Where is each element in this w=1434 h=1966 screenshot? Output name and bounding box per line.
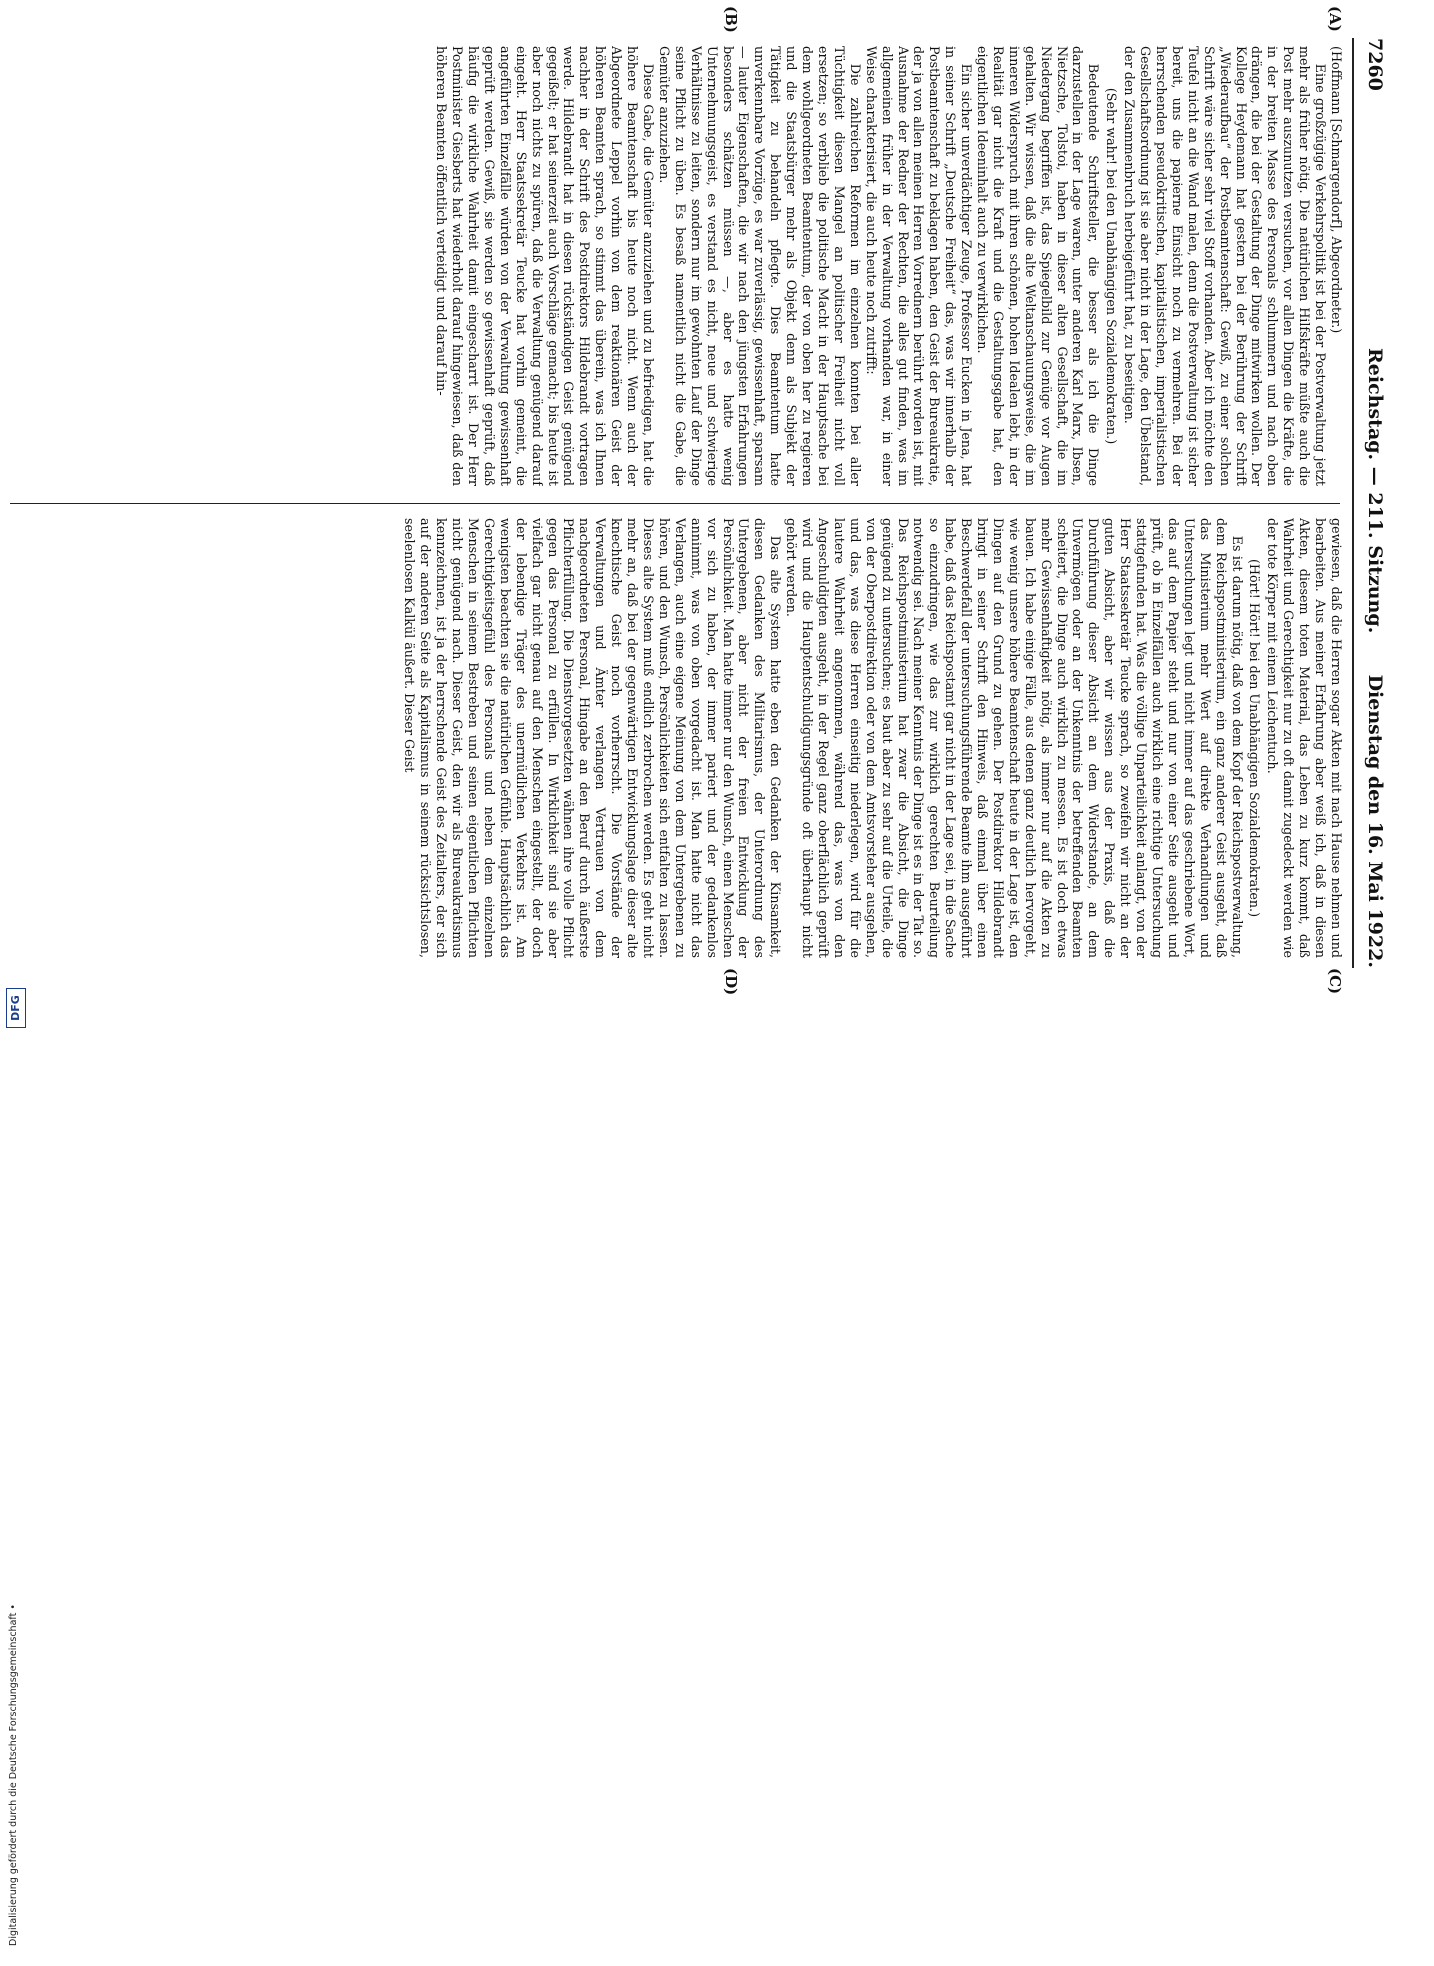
session-title: Reichstag. — 211. Sitzung.: [1364, 348, 1386, 634]
paragraph: Die zahlreichen Reformen im einzelnen konnten bei aller Tüchtigkeit diesen Mangel an politischer Freiheit nicht voll ersetzen; so verblieb die politische Macht in der Hauptsache bei dem wohlgeordneten Beamtentum, der von oben her zu regieren und die Staatsbürger mehr als Objekt denn als Subjekt der Tätigkeit zu behandeln pflegte. Dies Beamtentum hatte unverkennbare Vorzüge, es war zuverlässig, gewissenhaft, sparsam — lauter Eigenschaften, die wir nach den jüngsten Erfahrungen besonders schätzen müssen —, aber es hatte wenig Unternehmungsgeist, es verstand es nicht, neue und schwierige Verhältnisse zu leiten, sondern nur im gewohnten Lauf der Dinge seine Pflicht zu üben. Es besaß namentlich nicht die Gabe, die Gemüter anzuziehen.: [656, 46, 863, 486]
margin-mark-b: (B): [722, 6, 740, 33]
right-text-column: [8, 518, 1344, 958]
paragraph: Bedeutende Schriftsteller, die besser als ich die Dinge darzustellen in der Lage waren, unter anderen Karl Marx, Ibsen, Nietzsche, Tolstoi, haben in dieser alten Gesellschaft, die im Niedergang begriffen ist, das Spiegelbild zur Genüge vor Augen gehalten. Wir wissen, daß die alte Weltanschauungsweise, die im inneren Widerspruch mit ihren schönen, hohen Idealen lebt, in der Realität gar nicht die Kraft und die Gestaltungsgabe hat, den eigentlichen Ideeninhalt auch zu verwirklichen.: [975, 46, 1102, 486]
left-text-column: [8, 46, 1344, 486]
paragraph: (Sehr wahr! bei den Unabhängigen Sozialdemokraten.): [1104, 87, 1120, 445]
column-separator: [10, 503, 1340, 504]
page-number: 7260: [1364, 38, 1386, 91]
page-header: [1354, 38, 1394, 968]
paragraph: Diese Gabe, die Gemüter anzuziehen und zu befriedigen, hat die höhere Beamtenschaft bis heute noch nicht. Wenn auch der Abgeordnete Leppel vorhin von dem reaktionären Geist der höheren Beamten sprach, so stimmt das überein, was ich Ihnen nachher in der Schrift des Postdirektors Hildebrandt vortragen werde. Hildebrandt hat in diesen rückständigen Geist genügend gegeißelt; er hat seinerzeit auch Vorschläge gemacht; bis heute ist aber noch nichts zu spüren, daß die Verwaltung genügend darauf eingeht. Herr Staatssekretär Teucke hat vorhin gemeint, die angeführten Einzelfälle würden von der Verwaltung gewissenhaft geprüft werden. Gewiß, sie werden so gewissenhaft geprüft, daß häufig die wirkliche Wahrheit damit eingescharrt ist. Der Herr Postminister Giesberts hat wiederholt darauf hingewiesen, daß den höheren Beamten öffentlich verteidigt und darauf hin-: [434, 46, 657, 486]
footer-strip: [0, 966, 34, 1966]
footer-text: Digitalisierung gefördert durch die Deutsche Forschungsgemeinschaft •: [8, 1604, 19, 1946]
rotated-page: [0, 0, 1400, 1000]
margin-mark-d: (D): [722, 968, 740, 996]
paragraph: gewiesen, daß die Herren sogar Akten mit nach Hause nehmen und bearbeiten. Aus meiner Erfahrung aber weiß ich, daß in diesen Akten, diesem toten Material, das Leben zu kurz kommt, daß Wahrheit und Gerechtigkeit nur zu oft damit zugedeckt werden wie der tote Körper mit einem Leichentuch.: [1265, 518, 1344, 958]
paragraph: Eine großzügige Verkehrspolitik ist bei der Postverwaltung jetzt mehr als früher nötig. Die natürlichen Hilfskräfte müßte auch die Post mehr auszunutzen versuchen, vor allen Dingen die Kräfte, die in der breiten Masse des Personals schlummern und nach oben drängen, die bei der Gestaltung der Dinge mitwirken wollen. Der Kollege Heydemann hat gestern bei der Berührung der Schrift „Wiederaufbau“ der Postbeamtenschaft: Gewiß, zu einer solchen Schrift wäre sicher sehr viel Stoff vorhanden. Aber ich möchte den Teufel nicht an die Wand malen, denn die Postverwaltung ist sicher bereit, uns die papierne Einsicht noch zu vermehren. Bei der herrschenden pseudokritischen, kapitalistischen, imperialistischen Gesellschaftsordnung ist sie aber nicht in der Lage, den Übelstand, der den Zusammenbruch herbeigeführt hat, zu beseitigen.: [1122, 46, 1329, 486]
header-rule: [1352, 38, 1354, 968]
margin-mark-a: (A): [1326, 6, 1344, 32]
margin-mark-c: (C): [1326, 968, 1344, 995]
paragraph: Das alte System hatte eben den Gedanken der Kinsamkeit, diesen Gedanken des Militarismus, der Unterordnung des Untergebenen, aber nicht der freien Entwicklung der Persönlichkeit. Man hatte immer nur den Wunsch, einen Menschen vor sich zu haben, der immer pariert und der gedankenlos annimmt, was von oben vorgedacht ist. Man hatte nicht das Verlangen, auch eine eigene Meinung von dem Untergebenen zu hören, und den Wunsch, Persönlichkeiten sich entfalten zu lassen. Dieses alte System muß endlich zerbrochen werden. Es geht nicht mehr an, daß bei der gegenwärtigen Entwicklungslage dieser alte knechtische Geist noch vorherrscht. Die Vorstände der Verwaltungen und Ämter verlangen Vertrauen von dem nachgeordneten Personal, Hingabe an den Beruf durch äußerste Pflichterfüllung. Die Dienstvorgesetzten wähnen ihre volle Pflicht gegen das Personal zu erfüllen. In Wirklichkeit sind sie aber vielfach gar nicht genau auf den Menschen eingestellt, der doch der lebendige Träger des unermüdlichen Verkehrs ist. Am wenigsten beachten sie die natürlichen Gefühle. Hauptsächlich das Gerechtigkeitsgefühl des Personals und neben dem einzelnen Menschen in seinem Bestreben und seinen eigentlichen Pflichten nicht genügend nach. Dieser Geist, den wir als Bureaukratismus kennzeichnen, ist ja der herrschende Geist des Zeitalters, der sich auf der anderen Seite als Kapitalismus in seinem rücksichtslosen, seelenlosen Kalkül äußert. Dieser Geist: [402, 518, 784, 958]
dfg-logo: DFG: [6, 988, 26, 1028]
paragraph: Ein sicher unverdächtiger Zeuge, Professor Eucken in Jena, hat in seiner Schrift „Deutsche Freiheit“ das, was wir innerhalb der Postbeamtenschaft zu beklagen haben, den Geist der Bureaukratie, der ja von allen meinen Herren Vorrednern berührt worden ist, mit Ausnahme der Redner der Rechten, die alles gut finden, was im allgemeinen früher in der Verwaltung vorhanden war, in einer Weise charakterisiert, die auch heute noch zutrifft:: [863, 46, 975, 486]
paragraph: (Hört! Hört! bei den Unabhängigen Sozialdemokraten.): [1247, 558, 1263, 918]
session-date: Dienstag den 16. Mai 1922.: [1364, 674, 1386, 968]
paragraph: (Hoffmann [Schmargendorf], Abgeordneter.): [1329, 46, 1344, 334]
paragraph: Es ist darum nötig, daß von dem Kopf der Reichspostverwaltung, dem Reichspostministerium, ein ganz anderer Geist ausgeht, daß das Ministerium mehr Wert auf direkte Verhandlungen und Untersuchungen legt und nicht immer auf das geschriebene Wort, das auf dem Papier steht und nur von einer Seite ausgeht und prüft, ob in Einzelfällen auch wirklich eine richtige Untersuchung stattgefunden hat. Was die völlige Unparteilichkeit anlangt, von der Herr Staatssekretär Teucke sprach, so zweifeln wir nicht an der guten Absicht, aber wir wissen aus der Praxis, daß die Durchführung dieser Absicht an dem Widerstande, an dem Unvermögen oder an der Unkenntnis der betreffenden Beamten scheitert, die Dinge auch wirklich zu messen. Es ist doch etwas mehr Gewissenhaftigkeit nötig, als immer nur auf die Akten zu bauen. Ich habe einige Fälle, aus denen ganz deutlich hervorgeht, wie wenig unsere höhere Beamtenschaft heute in der Lage ist, den Dingen auf den Grund zu gehen. Der Postdirektor Hildebrandt bringt in seiner Schrift den Hinweis, daß einmal über einen Beschwerdefall der untersuchungsführende Beamte ihm ausgeführt habe, daß das Reichspostamt gar nicht in der Lage sei, in die Sache so einzudringen, wie das zur wirklich gerechten Beurteilung notwendig sei. Nach meiner Kenntnis der Dinge ist es in der Tat so. Das Reichspostministerium hat zwar die Absicht, die Dinge genügend zu untersuchen; es baut aber zu sehr auf die Urteile, die von der Oberpostdirektion oder von dem Amtsvorsteher ausgehen, und das, was diese Herren einseitig niederlegen, wird für die lautere Wahrheit angenommen, während das, was von den Angeschuldigten ausgeht, in der Regel ganz oberflächlich geprüft wird und die Hauptentschuldigungsgründe oft überhaupt nicht gehört werden.: [784, 518, 1245, 958]
